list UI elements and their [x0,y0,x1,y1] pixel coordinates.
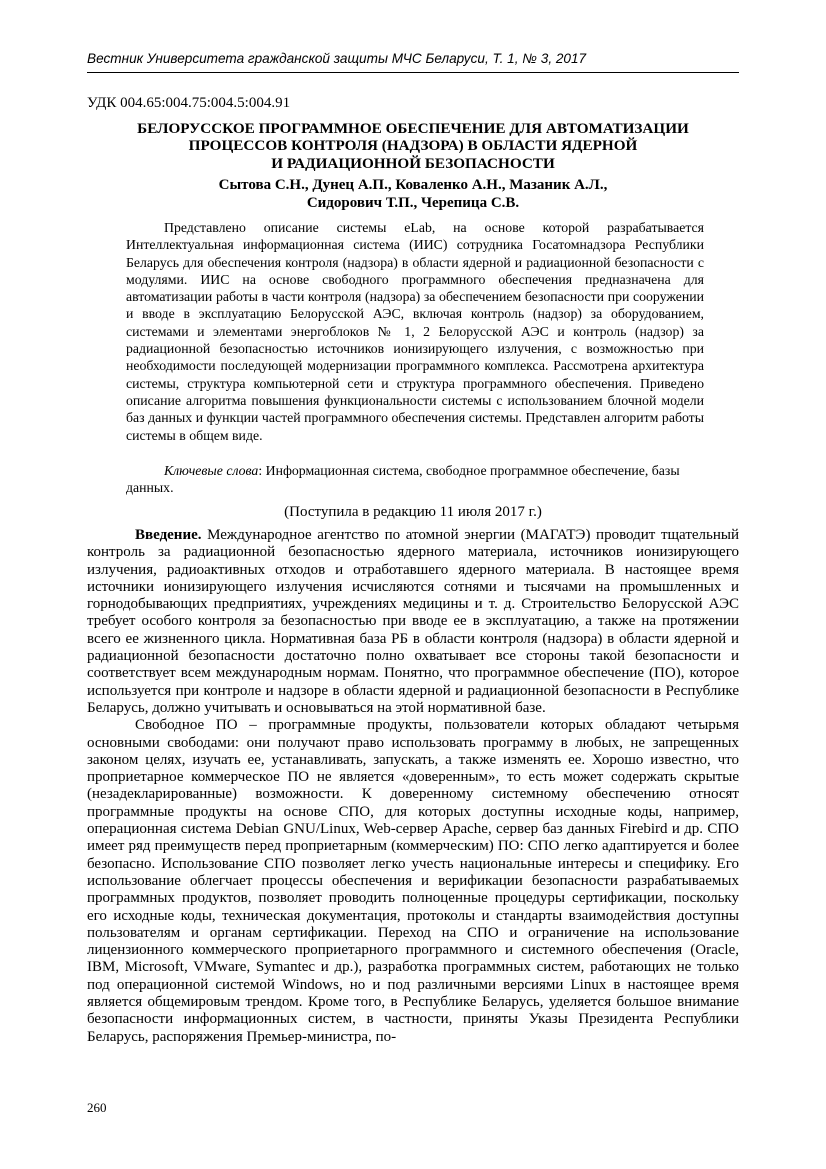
udc-code: УДК 004.65:004.75:004.5:004.91 [87,95,291,111]
keywords-label: Ключевые слова [164,463,259,478]
introduction-heading: Введение. [135,527,202,543]
paragraph: Свободное ПО – программные продукты, пользователи которых обладают четырьмя основными свободами: они получают право использовать программу в любых, не запрещенных законом целях, изучать ее, устанавливать, запускать, а также изменять ее. Хорошо известно, что проприетарное коммерческое ПО не является «доверенным», то есть может содержать скрытые (незадекларированные) возможности. К доверенному системному обеспечению относят программные продукты на основе СПО, для которых доступны исходные коды, например, операционная система Debian GNU/Linux, Web-сервер Apache, сервер баз данных Firebird и др. СПО имеет ряд преимуществ перед проприетарным (коммерческим) ПО: СПО легко адаптируется и более безопасно. Использование СПО позволяет легко учесть национальные интересы и специфику. Его использование облегчает процессы обеспечения и верификации безопасности разрабатываемых программных продуктов, позволяет проводить полноценные процедуры сертификации, поскольку его исходные коды, техническая документация, протоколы и стандарты взаимодействия доступны пользователям и органам сертификации. Переход на СПО и ограничение на использование лицензионного коммерческого проприетарного программного и системного обеспечения (Oracle, IBM, Microsoft, VMware, Symantec и др.), разработка программных систем, работающих не только под операционной системой Windows, но и под различными версиями Linux в настоящее время является общемировым трендом. Кроме того, в Республике Беларусь, уделяется большое внимание безопасности информационных систем, в частности, приняты Указы Президента Республики Беларусь, распоряжения Премьер-министра, по- [87,717,739,1045]
keywords-text: : Информационная система, свободное программное обеспечение, базы данных. [126,463,680,496]
body-text [87,527,739,1046]
authors-line: Сытова С.Н., Дунец А.П., Коваленко А.Н., Мазаник А.Л., [218,177,608,193]
abstract: Представлено описание системы eLab, на основе которой разрабатывается Интеллектуальная информационная система (ИИС) сотрудника Госатомнадзора Республики Беларусь для обеспечения контроля (надзора) в области ядерной и радиационной безопасности с модулями. ИИС на основе свободного программного обеспечения предназначена для автоматизации работы в части контроля (надзора) за обеспечением безопасности при сооружении и вводе в эксплуатацию Белорусской АЭС, включая контроль (надзор) за оборудованием, системами и элементами энергоблоков № 1, 2 Белорусской АЭС и контроль (надзор) за радиационной безопасностью источников ионизирующего излучения, с возможностью при необходимости последующей модернизации программного комплекса. Рассмотрена архитектура системы, структура компьютерной сети и структура программного обеспечения. Приведено описание алгоритма повышения функциональности системы с использованием блочной модели баз данных и функции частей программного обеспечения системы. Представлен алгоритм работы системы в общем виде. [126,220,704,443]
keywords [126,462,704,497]
received-date: (Поступила в редакцию 11 июля 2017 г.) [284,504,542,520]
title-line: ПРОЦЕССОВ КОНТРОЛЯ (НАДЗОРА) В ОБЛАСТИ ЯДЕРНОЙ [188,137,638,155]
title-line: И РАДИАЦИОННОЙ БЕЗОПАСНОСТИ [271,154,555,172]
header-divider [87,72,739,73]
title-line: БЕЛОРУССКОЕ ПРОГРАММНОЕ ОБЕСПЕЧЕНИЕ ДЛЯ АВТОМАТИЗАЦИИ [137,120,689,137]
authors-line: Сидорович Т.П., Черепица С.В. [306,194,520,211]
running-header: Вестник Университета гражданской защиты МЧС Беларуси, Т. 1, № 3, 2017 [87,51,587,66]
authors [87,177,739,212]
introduction-paragraph [87,527,739,717]
paragraph-text: Международное агентство по атомной энергии (МАГАТЭ) проводит тщательный контроль за радиационной безопасностью ядерного материала, источников ионизирующего излучения, радиоактивных отходов и отработавшего ядерного материала. В настоящее время источники ионизирующего излучения исчисляются сотнями и тысячами на промышленных и горнодобывающих предприятиях, учреждениях медицины и т. д. Строительство Белорусской АЭС требует особого контроля за безопасностью при вводе ее в эксплуатацию, а также на протяжении всего ее жизненного цикла. Нормативная база РБ в области контроля (надзора) в области ядерной и радиационной безопасности достаточно полно охватывает все стороны такой безопасности и соответствует всем международным нормам. Понятно, что программное обеспечение (ПО), которое используется при контроле и надзоре в области ядерной и радиационной безопасности в Республике Беларусь, должно учитывать и основываться на этой нормативной базе. [87,527,739,716]
article-title [87,120,739,172]
page-number: 260 [87,1100,107,1115]
